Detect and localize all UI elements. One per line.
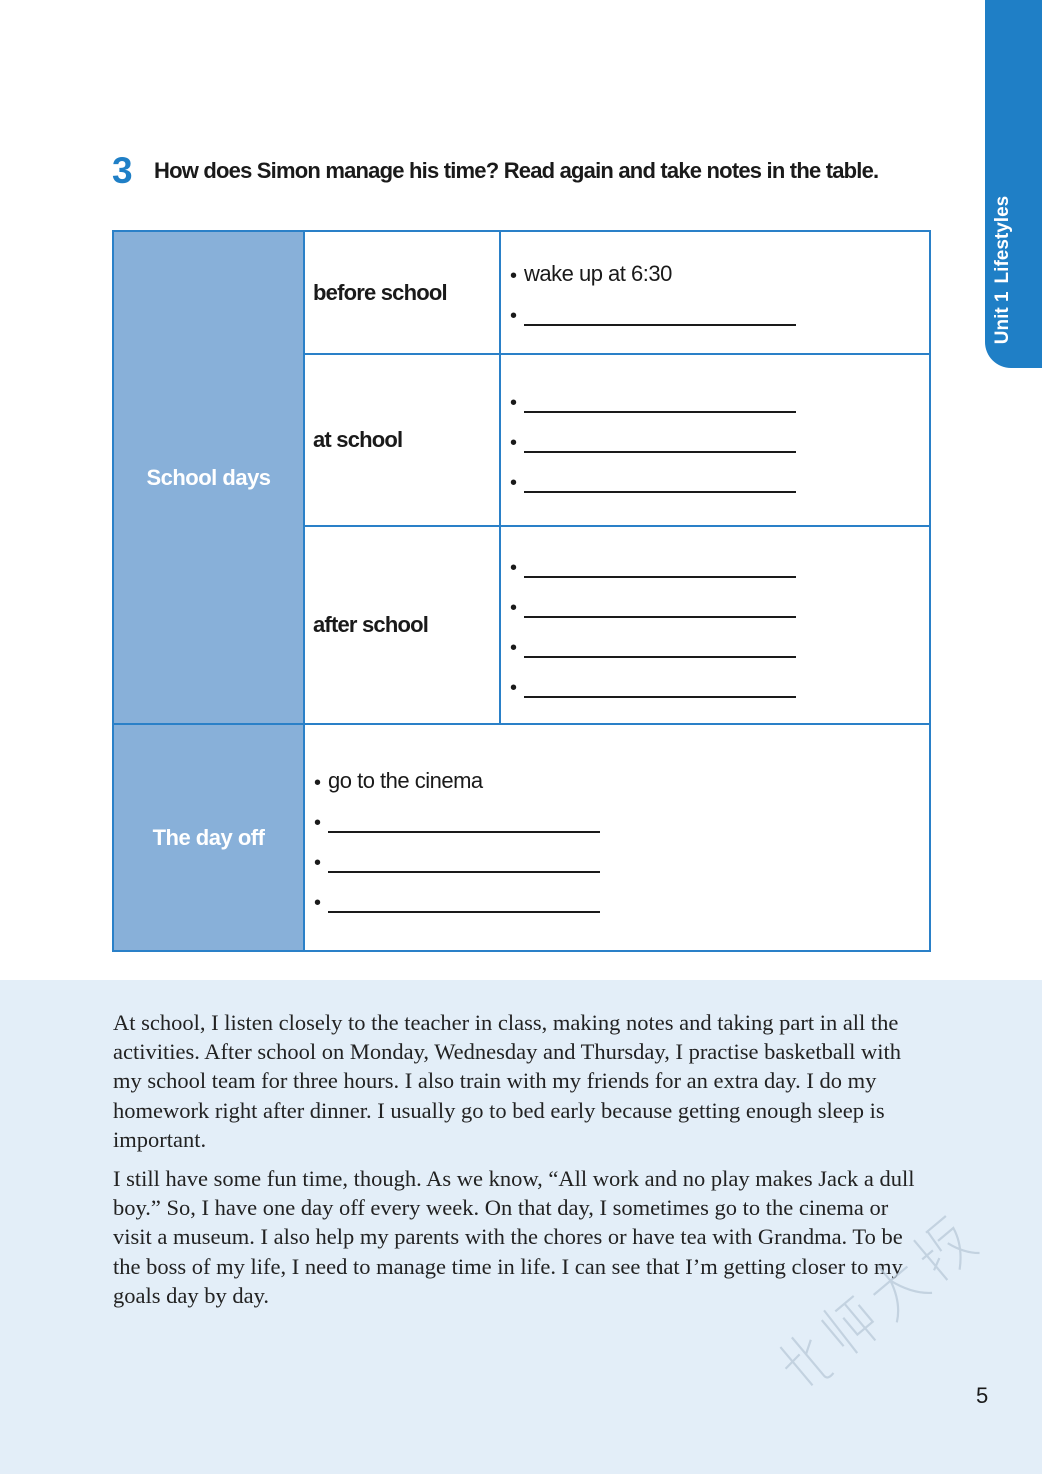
bullet-icon: • [314, 812, 322, 834]
note-bullet-blank [314, 887, 600, 913]
bullet-icon: • [314, 852, 322, 874]
bullet-icon: • [510, 557, 518, 579]
bullet-icon: • [314, 892, 322, 914]
answer-blank[interactable] [524, 562, 796, 578]
bullet-icon: • [510, 432, 518, 454]
answer-blank[interactable] [524, 437, 796, 453]
note-text: go to the cinema [328, 768, 483, 793]
answer-blank[interactable] [524, 477, 796, 493]
note-bullet-blank [510, 592, 796, 618]
publisher-watermark [722, 1120, 1042, 1474]
note-bullet-blank [510, 467, 796, 493]
bullet-icon: • [314, 772, 322, 794]
note-text: wake up at 6:30 [524, 261, 672, 286]
answer-blank[interactable] [328, 897, 600, 913]
bullet-icon: • [510, 597, 518, 619]
answer-blank[interactable] [524, 642, 796, 658]
reading-paragraph: At school, I listen closely to the teacher in class, making notes and taking part in all the activities. After school on Monday, Wednesday and Thursday, I practise basketball with my school team for three hours. I also train with my friends for an extra day. I do my homework right after dinner. I usually go to bed early because getting enough sleep is important. [113, 1010, 901, 1152]
unit-topic-label: Lifestyles [992, 195, 1013, 284]
reading-paragraph: I still have some fun time, though. As we know, “All work and no play makes Jack a dull boy.” So, I have one day off every week. On that day, I sometimes go to the cinema or visit a museum. I also help my parents with the chores or have tea with Grandma. To be the boss of my life, I need to manage time in life. I can see that I’m getting closer to my goals day by day. [113, 1166, 915, 1308]
unit-label: Unit 1 [992, 291, 1013, 345]
note-bullet-blank [510, 632, 796, 658]
exercise-instruction: How does Simon manage his time? Read again and take notes in the table. [154, 158, 879, 183]
notes-table [112, 230, 931, 952]
answer-blank[interactable] [524, 602, 796, 618]
exercise-number: 3 [112, 150, 133, 191]
period-before-school: before school [305, 232, 501, 354]
note-bullet-blank [510, 427, 796, 453]
bullet-icon: • [510, 677, 518, 699]
note-bullet-filled [510, 260, 672, 286]
group-day-off: The day off [114, 725, 305, 950]
group-school-days: School days [114, 232, 305, 724]
answer-blank[interactable] [328, 817, 600, 833]
answer-blank[interactable] [328, 857, 600, 873]
note-bullet-blank [510, 387, 796, 413]
bullet-icon: • [510, 392, 518, 414]
note-bullet-blank [510, 672, 796, 698]
answer-blank[interactable] [524, 310, 796, 326]
note-bullet-filled [314, 767, 483, 793]
bullet-icon: • [510, 472, 518, 494]
note-bullet-blank [314, 847, 600, 873]
unit-side-tab-label [992, 196, 1014, 344]
row-divider [305, 353, 931, 355]
exercise-heading [112, 150, 878, 192]
bullet-icon: • [510, 637, 518, 659]
bullet-icon: • [510, 305, 518, 327]
page-number: 5 [976, 1383, 989, 1408]
note-bullet-blank [510, 552, 796, 578]
period-after-school: after school [305, 526, 501, 724]
period-at-school: at school [305, 354, 501, 526]
note-bullet-blank [510, 300, 796, 326]
note-bullet-blank [314, 807, 600, 833]
row-divider [305, 525, 931, 527]
answer-blank[interactable] [524, 682, 796, 698]
answer-blank[interactable] [524, 397, 796, 413]
bullet-icon: • [510, 265, 518, 287]
